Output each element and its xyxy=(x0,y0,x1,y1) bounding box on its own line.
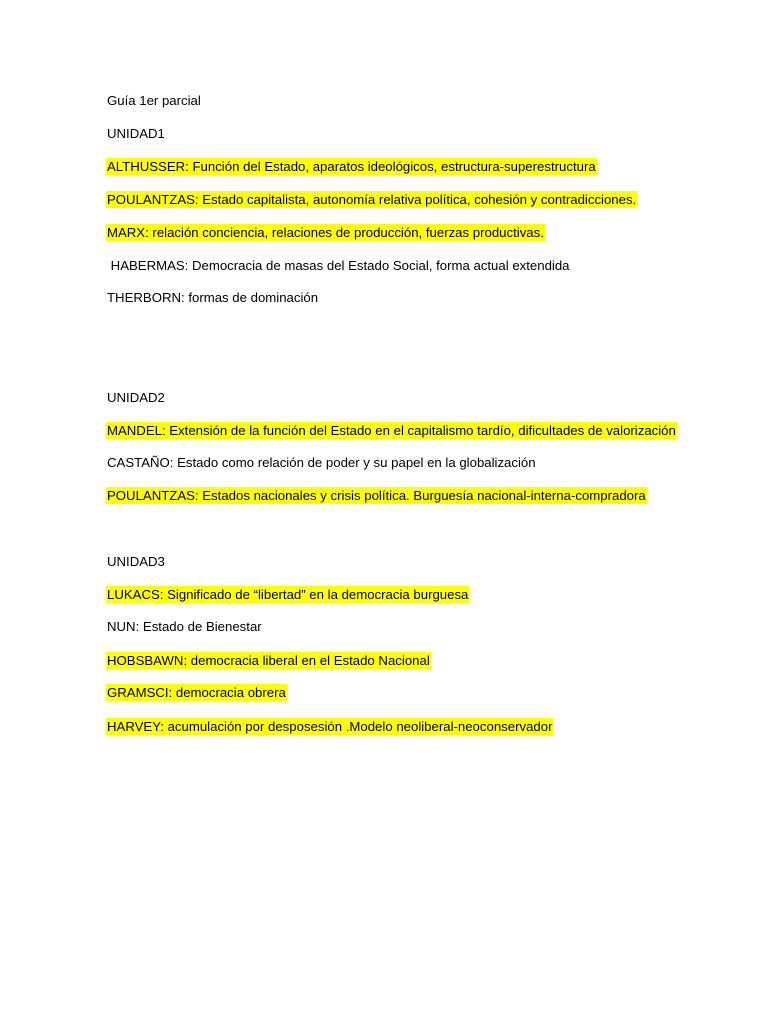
unit-2-entry-castano: CASTAÑO: Estado como relación de poder y su papel en la globalización xyxy=(107,455,536,470)
highlighted-text: HOBSBAWN: democracia liberal en el Estado Nacional xyxy=(107,653,430,668)
unit-1-entry-althusser xyxy=(106,158,597,175)
highlighted-text: MANDEL: Extensión de la función del Estado en el capitalismo tardío, dificultades de valorización xyxy=(107,423,676,438)
unit-1-entry-therborn: THERBORN: formas de dominación xyxy=(107,290,319,305)
highlighted-text: MARX: relación conciencia, relaciones de producción, fuerzas productivas. xyxy=(107,225,544,240)
highlighted-text: LUKACS: Significado de “libertad” en la democracia burguesa xyxy=(107,587,469,602)
highlighted-text: GRAMSCI: democracia obrera xyxy=(107,685,286,700)
highlighted-text: ALTHUSSER: Función del Estado, aparatos ideológicos, estructura-superestructura xyxy=(107,159,596,174)
highlighted-text: POULANTZAS: Estados nacionales y crisis política. Burguesía nacional-interna-compradora xyxy=(107,488,646,503)
highlighted-text: HARVEY: acumulación por desposesión .Modelo neoliberal-neoconservador xyxy=(107,719,553,734)
highlighted-text: POULANTZAS: Estado capitalista, autonomía relativa política, cohesión y contradicciones. xyxy=(107,192,637,207)
unit-2-heading: UNIDAD2 xyxy=(107,390,165,405)
unit-3-entry-harvey xyxy=(106,718,553,735)
unit-2-entry-mandel xyxy=(106,422,677,439)
unit-2-entry-poulantzas xyxy=(106,487,647,504)
unit-3-entry-hobsbawn xyxy=(106,652,431,669)
unit-1-heading: UNIDAD1 xyxy=(107,126,165,141)
document-title: Guía 1er parcial xyxy=(107,93,201,108)
unit-1-entry-habermas: HABERMAS: Democracia de masas del Estado Social, forma actual extendida xyxy=(107,258,570,273)
unit-1-entry-marx xyxy=(106,224,545,241)
unit-3-entry-gramsci xyxy=(106,684,287,701)
unit-3-entry-nun: NUN: Estado de Bienestar xyxy=(107,619,262,634)
unit-1-entry-poulantzas xyxy=(106,191,637,208)
unit-3-heading: UNIDAD3 xyxy=(107,554,165,569)
unit-3-entry-lukacs xyxy=(106,586,469,603)
